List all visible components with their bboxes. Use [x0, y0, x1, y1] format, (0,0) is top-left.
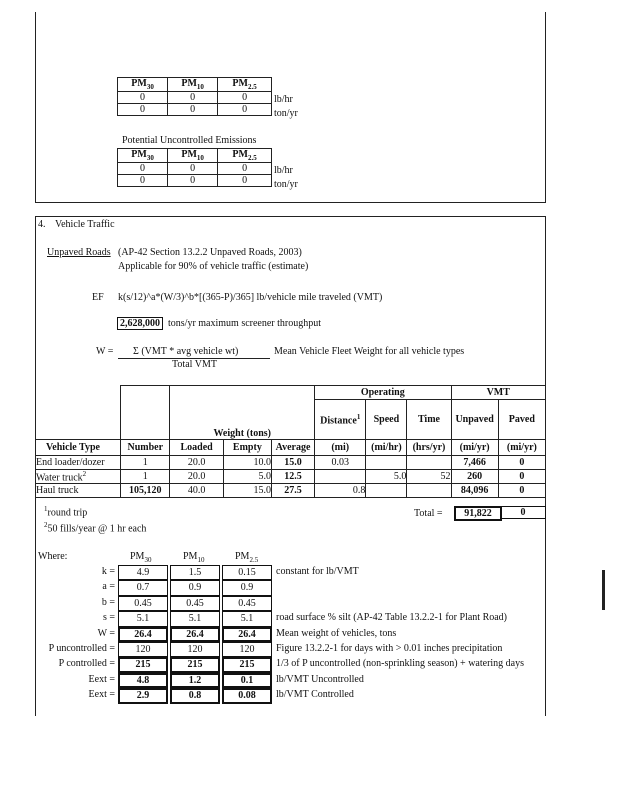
param-value: 26.4 [170, 627, 220, 642]
param-label: Eext = [88, 689, 115, 701]
loaded: 20.0 [170, 470, 223, 484]
param-description: constant for lb/VMT [276, 566, 359, 577]
loaded: 20.0 [170, 456, 223, 470]
param-description: 1/3 of P uncontrolled (non-sprinkling season) + watering days [276, 658, 525, 670]
weight-group-header: Weight (tons) [170, 386, 315, 440]
param-label: W = [97, 627, 115, 639]
param-description: lb/VMT Uncontrolled [276, 673, 364, 685]
speed-unit: (mi/hr) [366, 440, 407, 456]
loaded-header: Loaded [170, 440, 223, 456]
param-value: 120 [118, 642, 168, 657]
param-description: Mean weight of vehicles, tons [276, 627, 397, 639]
cell: 0 [218, 104, 272, 116]
footnote-1: $^1$round trip [44, 505, 88, 519]
paved-unit: (mi/yr) [498, 440, 545, 456]
time-unit: (hrs/yr) [407, 440, 451, 456]
speed: 5.0 [366, 470, 407, 484]
cell: 0 [218, 175, 272, 187]
throughput-text: tons/yr maximum screener throughput [168, 318, 322, 329]
param-value: 0.1 [222, 673, 272, 688]
cell: 0 [218, 163, 272, 175]
distance [315, 470, 366, 484]
where-header-pm30: $PM_{30}$ [130, 551, 152, 564]
w-desc: Mean Vehicle Fleet Weight for all vehicle types [274, 346, 465, 357]
distance: 0.8 [315, 484, 366, 498]
param-value: 0.45 [170, 596, 220, 611]
header-pm25: $PM_{2.5}$ [218, 149, 272, 163]
applicable-text: Applicable for 90% of vehicle traffic (estimate) [118, 261, 309, 272]
average-header: Average [271, 440, 314, 456]
w-denominator: Total VMT [172, 359, 217, 370]
param-value: 215 [222, 657, 272, 672]
param-value: 0.45 [222, 596, 272, 611]
cell: 0 [168, 163, 218, 175]
param-label: s = [102, 612, 115, 624]
cell: 0 [168, 92, 218, 104]
where-header-pm10: $PM_{10}$ [183, 551, 205, 564]
param-value: 0.8 [170, 688, 220, 703]
ef-label: EF [92, 292, 104, 303]
distance-unit: (mi) [315, 440, 366, 456]
param-value: 26.4 [222, 627, 272, 642]
average: 15.0 [271, 456, 314, 470]
footnote-2: $^2$50 fills/year @ 1 hr each [44, 521, 147, 535]
total-label: Total = [414, 508, 443, 519]
time [407, 484, 451, 498]
vehicle-type: End loader/dozer [36, 456, 121, 470]
param-value: 215 [118, 657, 168, 672]
unit-tonyr: ton/yr [274, 108, 298, 119]
param-value: 1.2 [170, 673, 220, 688]
param-value: 215 [170, 657, 220, 672]
w-label: W = [96, 346, 114, 357]
section-divider-2 [35, 216, 546, 217]
empty-header: Empty [223, 440, 271, 456]
distance-header: Distance$^1$ [315, 400, 366, 440]
param-value: 0.9 [170, 580, 220, 595]
param-value: 0.08 [222, 688, 272, 703]
param-label: k = [101, 566, 115, 577]
param-label: P uncontrolled = [48, 643, 115, 654]
param-value: 0.9 [222, 580, 272, 595]
param-value: 0.45 [118, 596, 168, 611]
vmt-group-header: VMT [451, 386, 545, 400]
empty: 15.0 [223, 484, 271, 498]
operating-group-header: Operating [315, 386, 451, 400]
param-value: 2.9 [118, 688, 168, 703]
paved: 0 [498, 484, 545, 498]
param-value: 5.1 [222, 611, 272, 626]
table-row [36, 456, 546, 470]
param-description: Figure 13.2.2-1 for days with > 0.01 inches precipitation [276, 643, 503, 654]
average: 12.5 [271, 470, 314, 484]
emissions-table-2 [117, 148, 272, 187]
vehicle-type-header: Vehicle Type [36, 440, 121, 456]
throughput-value: 2,628,000 [117, 317, 163, 330]
cell: 0 [218, 92, 272, 104]
loaded: 40.0 [170, 484, 223, 498]
paved-header: Paved [498, 400, 545, 440]
cell: 0 [118, 104, 168, 116]
vehicle-type: Water truck$^2$ [36, 470, 121, 484]
header-pm10: $PM_{10}$ [168, 149, 218, 163]
unpaved-header: Unpaved [451, 400, 498, 440]
param-description: lb/VMT Controlled [276, 689, 354, 701]
paved: 0 [498, 470, 545, 484]
unit-tonyr: ton/yr [274, 179, 298, 190]
number: 1 [121, 470, 170, 484]
param-value: 5.1 [170, 611, 220, 626]
ef-formula: k(s/12)^a*(W/3)^b*[(365-P)/365] lb/vehicle mile traveled (VMT) [118, 292, 383, 303]
where-label: Where: [38, 551, 68, 562]
scan-edge-mark [602, 570, 605, 610]
cell: 0 [118, 163, 168, 175]
unit-lbhr: lb/hr [274, 94, 293, 105]
average: 27.5 [271, 484, 314, 498]
w-numerator: Σ (VMT * avg vehicle wt) [133, 346, 239, 357]
time: 52 [407, 470, 451, 484]
section-divider-1 [35, 202, 546, 203]
table-row [36, 470, 546, 484]
where-header-pm25: $PM_{2.5}$ [235, 551, 259, 564]
cell: 0 [168, 104, 218, 116]
speed-header: Speed [366, 400, 407, 440]
vehicle-traffic-table [35, 385, 546, 498]
empty: 5.0 [223, 470, 271, 484]
header-pm25: $PM_{2.5}$ [218, 78, 272, 92]
unpaved-ref: (AP-42 Section 13.2.2 Unpaved Roads, 2003) [118, 247, 302, 258]
header-pm10: $PM_{10}$ [168, 78, 218, 92]
param-label: b = [101, 596, 115, 608]
left-border-top [35, 12, 36, 202]
param-value: 120 [170, 642, 220, 657]
param-description: road surface % silt (AP-42 Table 13.2.2-1 for Plant Road) [276, 612, 508, 624]
right-border-top [545, 12, 546, 202]
number-header: Number [121, 440, 170, 456]
param-value: 5.1 [118, 611, 168, 626]
cell: 0 [118, 92, 168, 104]
param-label: Eext = [88, 673, 115, 685]
time-header: Time [407, 400, 451, 440]
cell: 0 [118, 175, 168, 187]
param-value: 0.15 [222, 565, 272, 580]
unit-lbhr: lb/hr [274, 165, 293, 176]
speed [366, 456, 407, 470]
emissions-table-1 [117, 77, 272, 116]
param-value: 4.8 [118, 673, 168, 688]
param-label: a = [102, 581, 115, 593]
potential-title: Potential Uncontrolled Emissions [122, 135, 257, 146]
vehicle-type: Haul truck [36, 484, 121, 498]
paved: 0 [498, 456, 545, 470]
section-number: 4. [38, 219, 46, 230]
time [407, 456, 451, 470]
number: 1 [121, 456, 170, 470]
number: 105,120 [121, 484, 170, 498]
unpaved: 260 [451, 470, 498, 484]
table-row [36, 484, 546, 498]
param-value: 120 [222, 642, 272, 657]
header-pm30: $PM_{30}$ [118, 149, 168, 163]
empty: 10.0 [223, 456, 271, 470]
unpaved: 7,466 [451, 456, 498, 470]
section-title: Vehicle Traffic [55, 219, 115, 230]
param-label: P controlled = [58, 658, 115, 670]
param-value: 26.4 [118, 627, 168, 642]
total-unpaved: 91,822 [454, 506, 502, 521]
unpaved: 84,096 [451, 484, 498, 498]
distance: 0.03 [315, 456, 366, 470]
header-pm30: $PM_{30}$ [118, 78, 168, 92]
param-value: 4.9 [118, 565, 168, 580]
unpaved-roads-label: Unpaved Roads [47, 247, 111, 258]
param-value: 1.5 [170, 565, 220, 580]
param-value: 0.7 [118, 580, 168, 595]
total-paved: 0 [500, 506, 546, 519]
speed [366, 484, 407, 498]
unpaved-unit: (mi/yr) [451, 440, 498, 456]
cell: 0 [168, 175, 218, 187]
